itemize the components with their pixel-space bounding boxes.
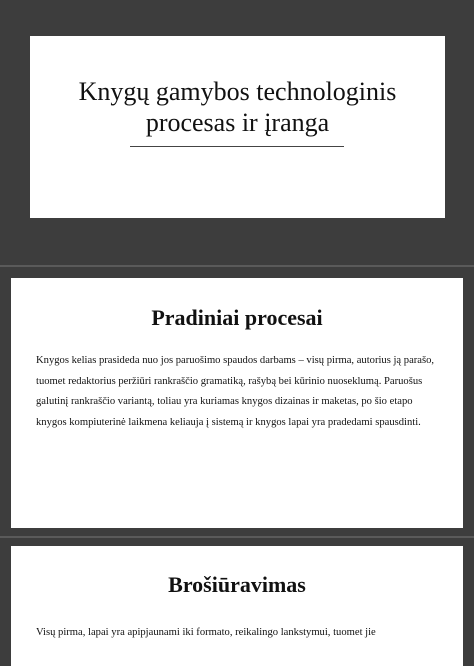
title-underline	[130, 146, 344, 147]
slide-heading: Brošiūravimas	[168, 572, 306, 597]
slide-heading: Pradiniai procesai	[151, 305, 323, 330]
slide-body-text: Visų pirma, lapai yra apipjaunami iki formato, reikalingo lankstymui, tuomet jie	[36, 627, 376, 638]
slide-separator	[0, 265, 474, 267]
slide-title	[30, 36, 445, 218]
slide-pradiniai-procesai	[11, 278, 463, 528]
slide-separator	[0, 536, 474, 538]
title-line-2: procesas ir įranga	[145, 108, 330, 137]
slide-title-text	[30, 76, 445, 138]
slide-brosiuravimas	[11, 546, 463, 666]
title-line-1: Knygų gamybos technologinis	[78, 77, 397, 106]
slide-body-text: Knygos kelias prasideda nuo jos paruošimo spaudos darbams – visų pirma, autorius ją parašo, tuomet redaktorius peržiūri rankraščio gramatiką, rašybą bei kūrinio nuoseklumą. Paruošus galutinį rankraščio variantą, toliau yra kuriamas knygos dizainas ir maketas, po šio etapo knygos kompiuterinė laikmena keliauja į sistemą ir knygos lapai yra pradedami spausdinti.	[36, 355, 435, 428]
